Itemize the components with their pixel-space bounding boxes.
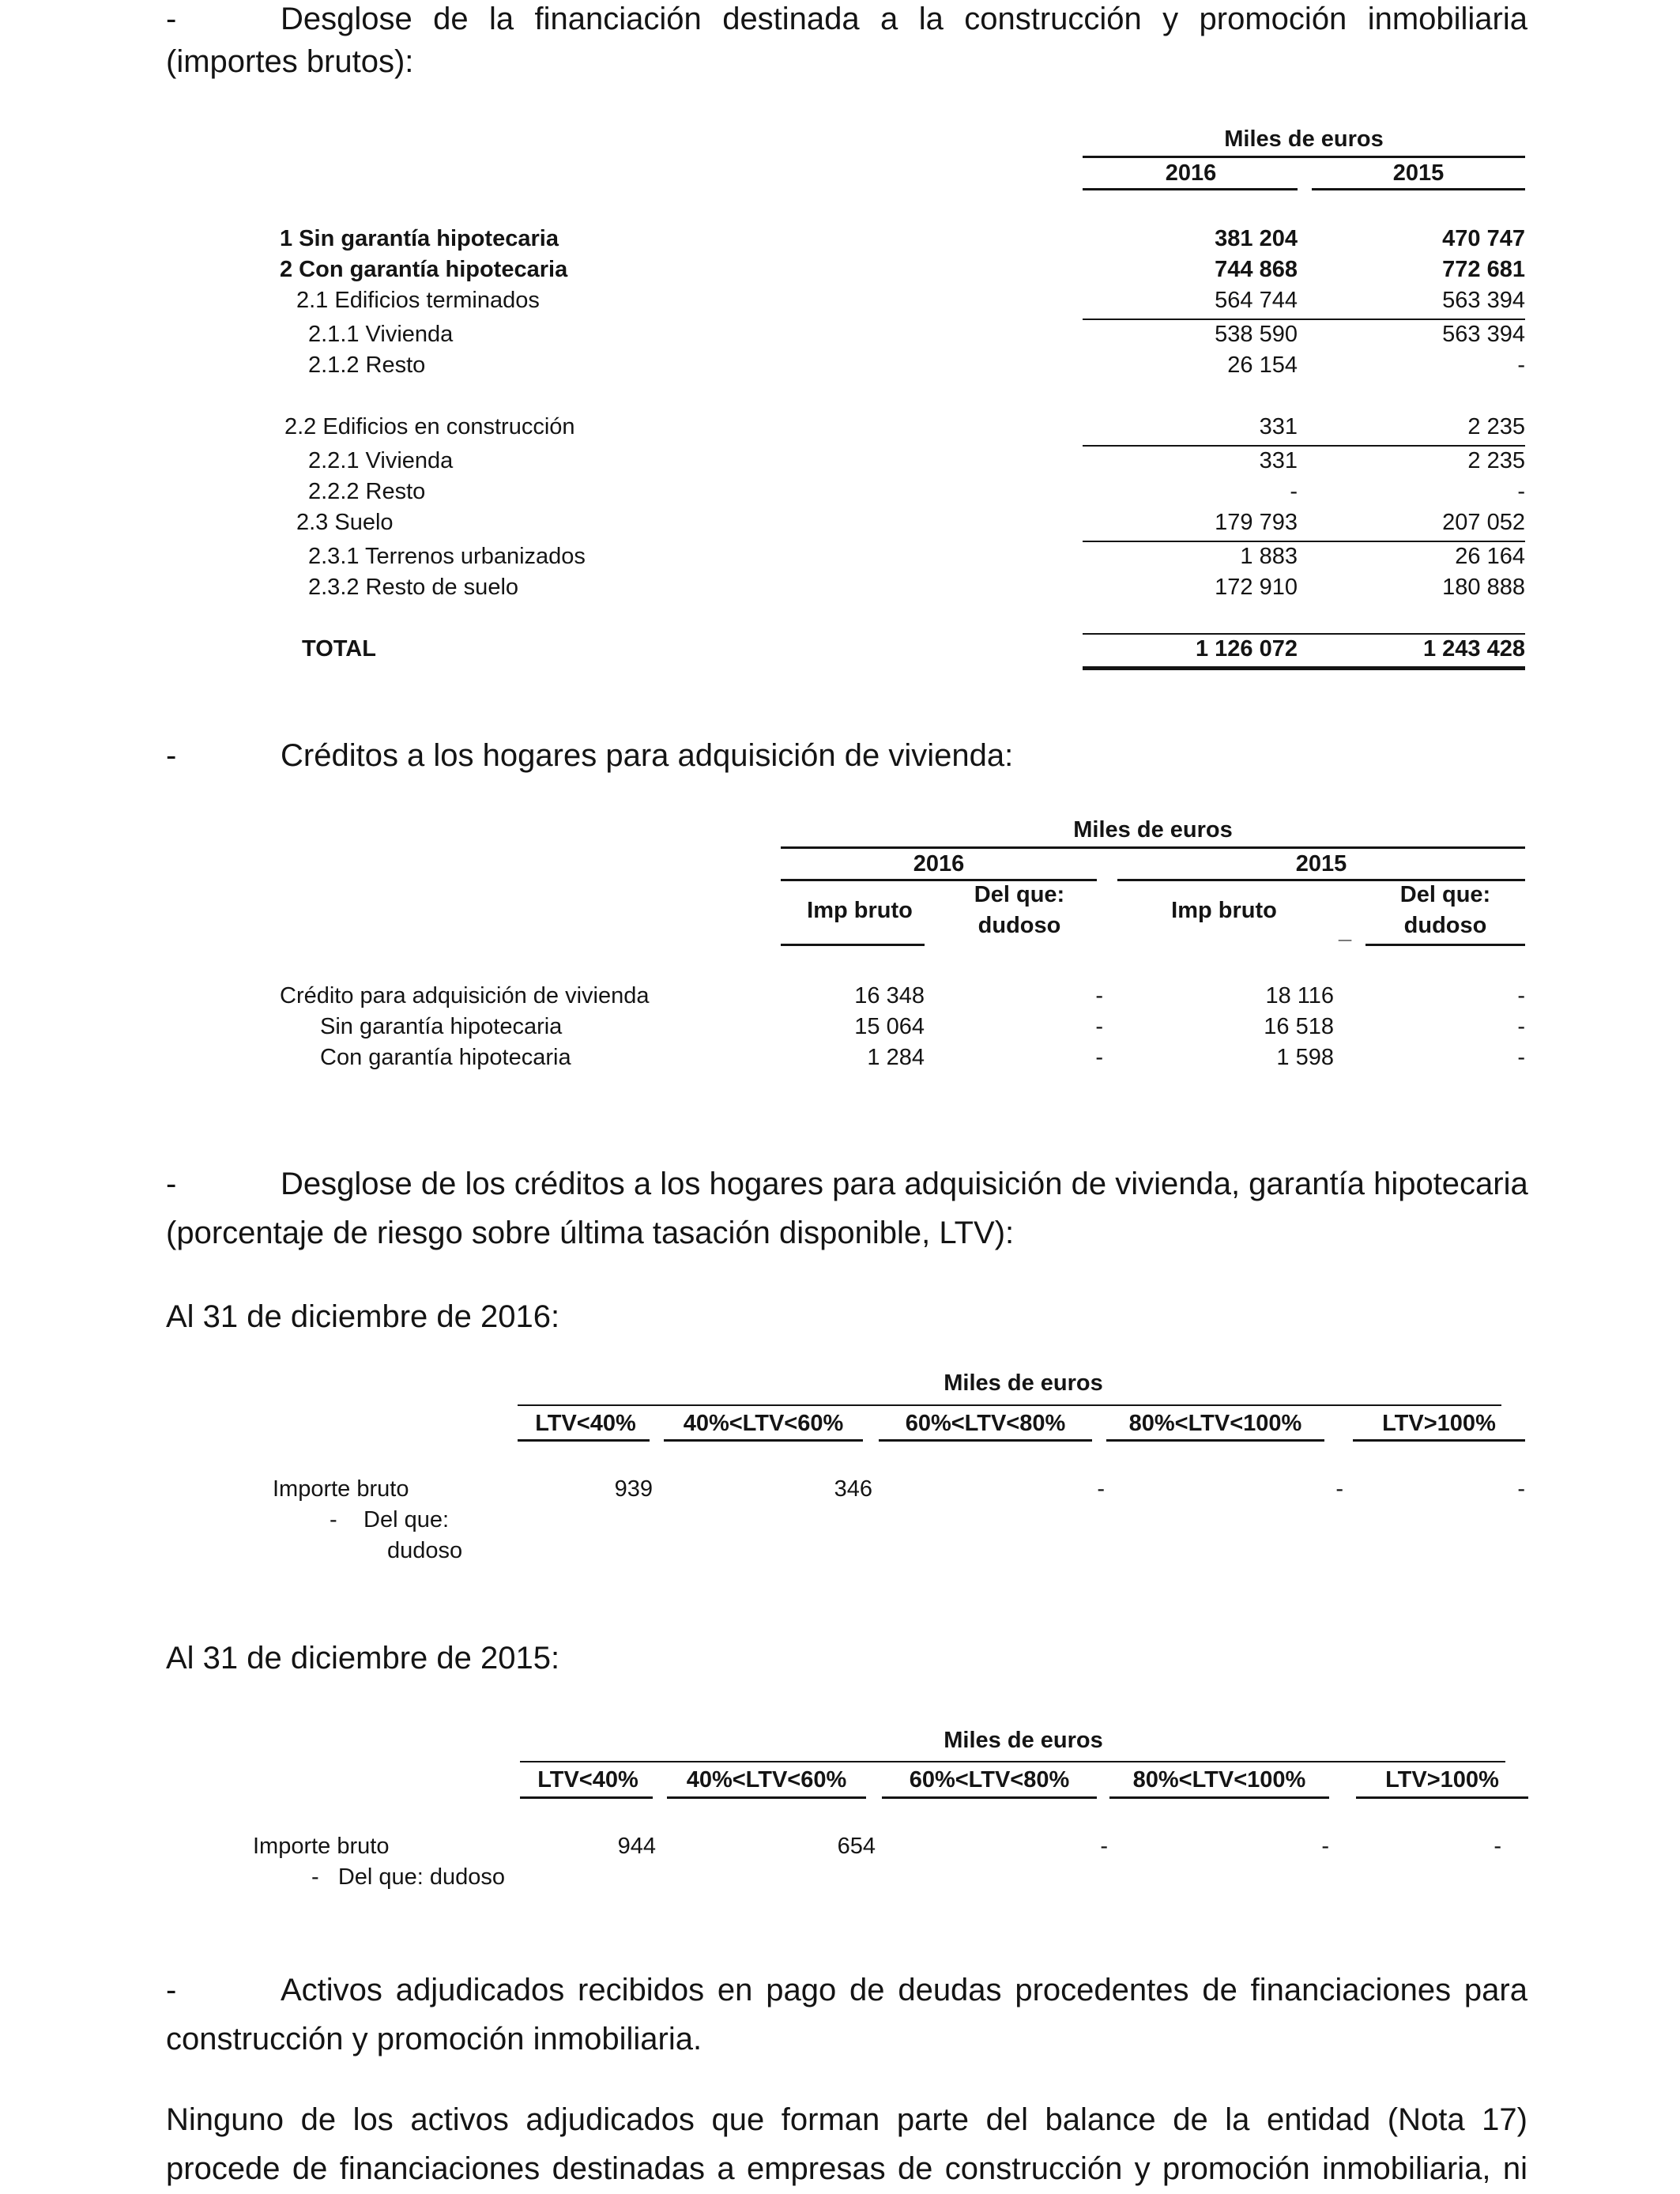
row-value-2015: 563 394 xyxy=(1442,322,1525,347)
bullet-dash: - xyxy=(166,1167,177,1201)
ltv-value: 346 xyxy=(834,1476,872,1502)
row-value-2015: 563 394 xyxy=(1442,288,1525,313)
row-value-2016: 564 744 xyxy=(1215,288,1298,313)
row-value-2015: 772 681 xyxy=(1442,257,1525,282)
row-label: Sin garantía hipotecaria xyxy=(320,1014,563,1039)
col-rule xyxy=(1356,1796,1528,1799)
col-header-del-que: Del que: xyxy=(1399,882,1491,907)
col-rule-2015 xyxy=(1312,188,1525,190)
cell-imp-bruto-2015: 18 116 xyxy=(1265,983,1334,1008)
sub-row-label: Del que: xyxy=(363,1507,450,1532)
ltv-value: - xyxy=(1321,1834,1329,1859)
cell-dudoso-2016: - xyxy=(1095,983,1103,1008)
cell-imp-bruto-2015: 16 518 xyxy=(1264,1014,1334,1039)
col-rule xyxy=(1353,1439,1525,1442)
body-paragraph-line: Ninguno de los activos adjudicados que forman parte del balance de la entidad (Nota 17) xyxy=(166,2102,1527,2137)
ltv-value: 944 xyxy=(617,1834,656,1859)
row-label: 2.1 Edificios terminados xyxy=(296,288,540,313)
ltv-value: 654 xyxy=(837,1834,876,1859)
col-header-ltv: LTV<40% xyxy=(537,1767,638,1793)
section-heading: Activos adjudicados recibidos en pago de deudas procedentes de financiaciones para xyxy=(281,1973,1527,2007)
col-header-dudoso: dudoso xyxy=(977,913,1061,938)
col-header-imp-bruto: Imp bruto xyxy=(1171,898,1277,923)
header-rule xyxy=(1083,156,1525,158)
row-value-2015: 207 052 xyxy=(1442,510,1525,535)
section-heading: Créditos a los hogares para adquisición de vivienda: xyxy=(281,738,1014,773)
col-rule xyxy=(520,1796,653,1799)
row-value-2016: 26 154 xyxy=(1227,352,1298,378)
row-label: 2.1.2 Resto xyxy=(308,352,426,378)
row-value-2016: 172 910 xyxy=(1215,575,1298,600)
col-rule xyxy=(879,1439,1092,1442)
subtotal-rule xyxy=(1083,541,1525,542)
row-value-2015: 180 888 xyxy=(1442,575,1525,600)
col-rule xyxy=(518,1439,650,1442)
col-header-ltv: 80%<LTV<100% xyxy=(1132,1767,1306,1793)
row-label: 2.2.2 Resto xyxy=(308,479,426,504)
bullet-dash: - xyxy=(166,738,177,773)
cell-dudoso-2016: - xyxy=(1095,1014,1103,1039)
subtotal-rule xyxy=(1083,445,1525,447)
ltv-value: - xyxy=(1494,1834,1501,1859)
col-header-2015: 2015 xyxy=(1392,160,1445,186)
col-header-ltv: 40%<LTV<60% xyxy=(683,1411,844,1436)
header-rule xyxy=(520,1761,1505,1762)
cell-imp-bruto-2016: 1 284 xyxy=(867,1045,925,1070)
row-label: 2.1.1 Vivienda xyxy=(308,322,454,347)
section-heading: Desglose de los créditos a los hogares para adquisición de vivienda, garantía hipotecaria xyxy=(281,1167,1528,1201)
col-header-dudoso: dudoso xyxy=(1403,913,1487,938)
body-paragraph-line: procede de financiaciones destinadas a empresas de construcción y promoción inmobiliaria, ni xyxy=(166,2151,1527,2186)
unit-header: Miles de euros xyxy=(1073,817,1233,843)
col-rule xyxy=(1365,944,1525,946)
col-rule xyxy=(781,944,925,946)
row-label: Crédito para adquisición de vivienda xyxy=(280,983,650,1008)
row-value-2015: - xyxy=(1517,352,1525,378)
total-rule-top xyxy=(1083,633,1525,635)
row-label: Con garantía hipotecaria xyxy=(320,1045,571,1070)
cell-dudoso-2016: - xyxy=(1095,1045,1103,1070)
total-rule-bottom xyxy=(1083,666,1525,670)
cell-dudoso-2015: - xyxy=(1517,983,1525,1008)
col-header-imp-bruto: Imp bruto xyxy=(807,898,913,923)
ltv-value: 939 xyxy=(614,1476,653,1502)
date-heading-2016: Al 31 de diciembre de 2016: xyxy=(166,1299,560,1334)
year-header-2015: 2015 xyxy=(1295,851,1347,876)
year-rule-2015 xyxy=(1117,879,1525,881)
year-rule-2016 xyxy=(781,879,1097,881)
year-header-2016: 2016 xyxy=(913,851,965,876)
unit-header: Miles de euros xyxy=(944,1728,1103,1753)
col-rule xyxy=(667,1796,866,1799)
date-heading-2015: Al 31 de diciembre de 2015: xyxy=(166,1641,560,1676)
cell-imp-bruto-2016: 15 064 xyxy=(854,1014,925,1039)
cell-imp-bruto-2016: 16 348 xyxy=(854,983,925,1008)
row-label: 2.3.2 Resto de suelo xyxy=(308,575,519,600)
section-heading-cont: construcción y promoción inmobiliaria. xyxy=(166,2022,703,2056)
row-label: 2.3 Suelo xyxy=(296,510,394,535)
col-header-ltv: 80%<LTV<100% xyxy=(1128,1411,1302,1436)
row-label: Importe bruto xyxy=(253,1834,390,1859)
ltv-value: - xyxy=(1517,1476,1525,1502)
sub-row-dash: - xyxy=(330,1507,337,1532)
total-value-2015: 1 243 428 xyxy=(1422,636,1525,662)
row-label: 2 Con garantía hipotecaria xyxy=(280,257,568,282)
col-header-ltv: LTV>100% xyxy=(1385,1767,1499,1793)
unit-header: Miles de euros xyxy=(944,1370,1103,1396)
unit-header: Miles de euros xyxy=(1224,126,1384,152)
col-header-del-que: Del que: xyxy=(974,882,1065,907)
row-value-2015: 470 747 xyxy=(1442,226,1525,251)
row-value-2016: 179 793 xyxy=(1215,510,1298,535)
row-label: 2.2.1 Vivienda xyxy=(308,448,454,473)
col-header-ltv: LTV<40% xyxy=(535,1411,636,1436)
bullet-dash: - xyxy=(166,2,177,36)
ltv-value: - xyxy=(1335,1476,1343,1502)
section-heading-cont: (importes brutos): xyxy=(166,44,414,79)
row-value-2015: - xyxy=(1517,479,1525,504)
col-header-2016: 2016 xyxy=(1165,160,1217,186)
row-value-2016: 744 868 xyxy=(1215,257,1298,282)
row-label: Importe bruto xyxy=(273,1476,409,1502)
col-header-ltv: 40%<LTV<60% xyxy=(686,1767,847,1793)
col-header-ltv: 60%<LTV<80% xyxy=(905,1411,1066,1436)
col-rule-2016 xyxy=(1083,188,1298,190)
cell-dudoso-2015: - xyxy=(1517,1045,1525,1070)
row-value-2016: 331 xyxy=(1259,414,1298,439)
row-value-2015: 2 235 xyxy=(1467,414,1525,439)
header-rule xyxy=(518,1404,1501,1406)
col-rule xyxy=(1109,1796,1329,1799)
ltv-value: - xyxy=(1097,1476,1105,1502)
sub-row-label: dudoso xyxy=(387,1538,463,1563)
row-value-2016: 1 883 xyxy=(1240,544,1298,569)
row-value-2015: 2 235 xyxy=(1467,448,1525,473)
col-rule xyxy=(882,1796,1097,1799)
ltv-value: - xyxy=(1100,1834,1108,1859)
row-label: 2.3.1 Terrenos urbanizados xyxy=(308,544,586,569)
bullet-dash: - xyxy=(166,1973,177,2007)
col-header-ltv: LTV>100% xyxy=(1382,1411,1496,1436)
section-heading: Desglose de la financiación destinada a la construcción y promoción inmobiliaria xyxy=(281,2,1527,36)
subtotal-rule xyxy=(1083,319,1525,320)
section-heading-cont: (porcentaje de riesgo sobre última tasación disponible, LTV): xyxy=(166,1216,1015,1250)
row-value-2016: - xyxy=(1290,479,1298,504)
total-value-2016: 1 126 072 xyxy=(1195,636,1298,662)
row-value-2016: 381 204 xyxy=(1215,226,1298,251)
row-value-2016: 331 xyxy=(1259,448,1298,473)
cell-imp-bruto-2015: 1 598 xyxy=(1276,1045,1334,1070)
sub-row-label: - Del que: dudoso xyxy=(311,1864,506,1890)
row-label: 2.2 Edificios en construcción xyxy=(284,414,575,439)
col-rule xyxy=(1106,1439,1324,1442)
header-rule xyxy=(781,846,1525,849)
cell-dudoso-2015: - xyxy=(1517,1014,1525,1039)
row-value-2015: 26 164 xyxy=(1455,544,1525,569)
row-value-2016: 538 590 xyxy=(1215,322,1298,347)
total-label: TOTAL xyxy=(302,636,376,662)
col-header-ltv: 60%<LTV<80% xyxy=(909,1767,1070,1793)
row-label: 1 Sin garantía hipotecaria xyxy=(280,226,559,251)
col-rule xyxy=(664,1439,863,1442)
separator-mark: _ xyxy=(1339,918,1352,944)
